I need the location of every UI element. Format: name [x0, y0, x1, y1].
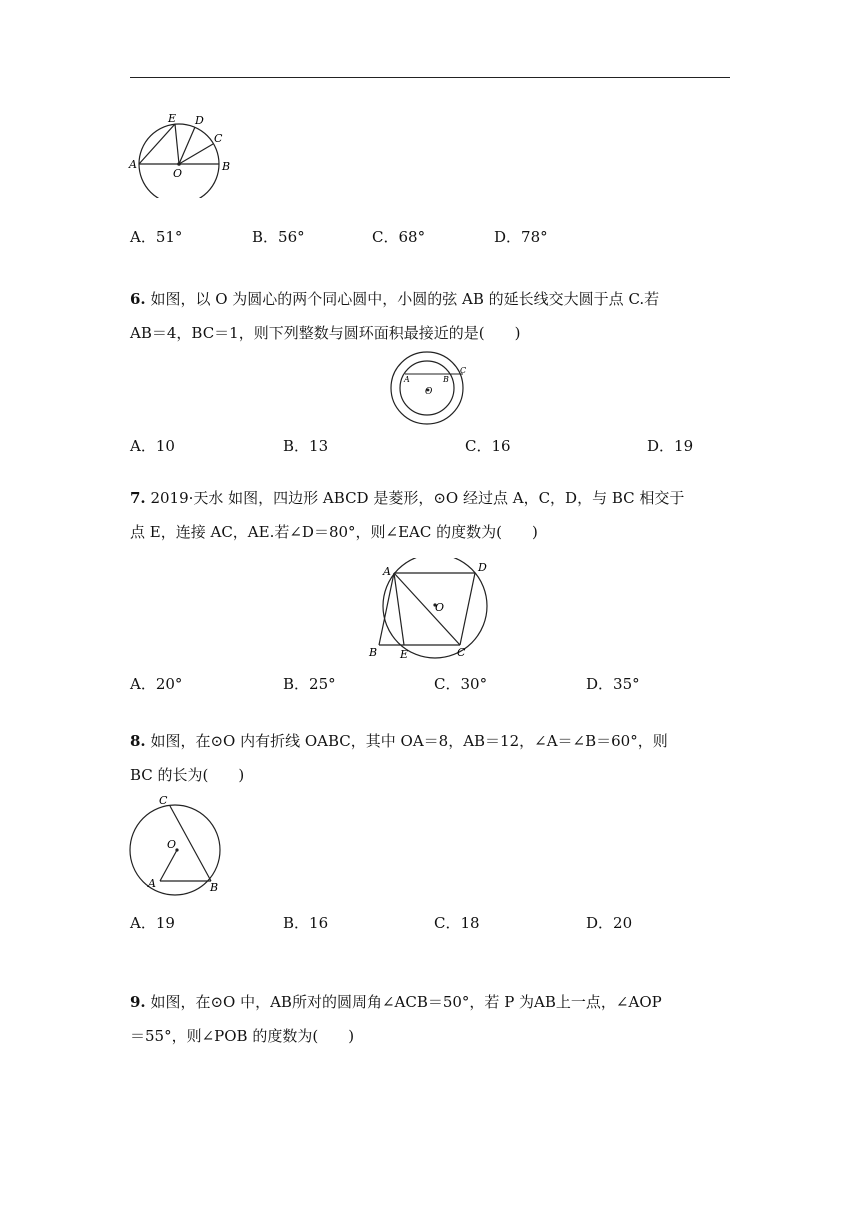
q6-line1: 如图，以 O 为圆心的两个同心圆中，小圆的弦 AB 的延长线交大圆于点 C.若 [150, 290, 660, 308]
q9-line2: ＝55°，则∠POB 的度数为( ) [130, 1027, 355, 1045]
q5-label-e: E [168, 112, 177, 125]
q6-label-o: O [425, 387, 433, 397]
q8-label-b: B [210, 881, 219, 894]
q5-label-o: O [173, 167, 183, 180]
q7-line2: 点 E，连接 AC，AE.若∠D＝80°，则∠EAC 的度数为( ) [130, 523, 538, 541]
q6-label-b: B [443, 375, 449, 384]
header-rule [130, 77, 730, 78]
q6-stem [130, 282, 730, 350]
q7-line1: 2019·天水 如图，四边形 ABCD 是菱形，⊙O 经过点 A，C，D，与 BC 相交于 [150, 489, 685, 507]
q8-option-a[interactable]: A．19 [130, 914, 175, 932]
q9-stem [130, 985, 730, 1053]
q5-label-c: C [214, 132, 223, 145]
q7-option-d[interactable]: D．35° [586, 675, 640, 693]
q5-option-b[interactable]: B．56° [252, 228, 305, 246]
q6-option-b[interactable]: B．13 [283, 437, 329, 455]
q6-line2: AB＝4，BC＝1，则下列整数与圆环面积最接近的是( ) [130, 324, 521, 342]
q7-label-b: B [369, 646, 378, 659]
q6-label-c: C [460, 366, 467, 375]
q7-option-c[interactable]: C．30° [434, 675, 488, 693]
q5-option-a[interactable]: A．51° [130, 228, 183, 246]
q7-label-a: A [383, 565, 391, 578]
q8-label-c: C [159, 794, 168, 807]
q5-label-a: A [129, 158, 137, 171]
q5-label-d: D [195, 114, 204, 127]
q5-option-d[interactable]: D．78° [494, 228, 548, 246]
q7-label-d: D [478, 561, 487, 574]
q6-number: 6. [130, 290, 146, 308]
q6-option-c[interactable]: C．16 [465, 437, 511, 455]
q8-number: 8. [130, 732, 146, 750]
q8-label-a: A [148, 877, 156, 890]
q6-figure [385, 350, 475, 430]
q8-line1: 如图，在⊙O 内有折线 OABC，其中 OA＝8，AB＝12，∠A＝∠B＝60°，则 [150, 732, 668, 750]
q7-number: 7. [130, 489, 146, 507]
q7-label-e: E [400, 648, 409, 661]
q8-figure [124, 792, 230, 896]
q6-option-a[interactable]: A．10 [130, 437, 175, 455]
q9-line1: 如图，在⊙O 中，AB所对的圆周角∠ACB＝50°，若 P 为AB上一点，∠AOP [150, 993, 662, 1011]
q6-option-d[interactable]: D．19 [647, 437, 694, 455]
q9-number: 9. [130, 993, 146, 1011]
q8-option-c[interactable]: C．18 [434, 914, 480, 932]
q7-figure [366, 558, 496, 664]
q7-stem [130, 481, 730, 549]
q7-label-o: O [435, 601, 445, 614]
q7-option-b[interactable]: B．25° [283, 675, 336, 693]
q7-option-a[interactable]: A．20° [130, 675, 183, 693]
q8-label-o: O [167, 838, 177, 851]
q5-label-b: B [222, 160, 231, 173]
q8-option-d[interactable]: D．20 [586, 914, 633, 932]
q5-option-c[interactable]: C．68° [372, 228, 426, 246]
q8-option-b[interactable]: B．16 [283, 914, 329, 932]
q6-label-a: A [404, 375, 410, 384]
q7-label-c: C [457, 646, 466, 659]
q5-figure [125, 108, 245, 198]
q8-stem [130, 724, 730, 792]
q8-line2: BC 的长为( ) [130, 766, 245, 784]
